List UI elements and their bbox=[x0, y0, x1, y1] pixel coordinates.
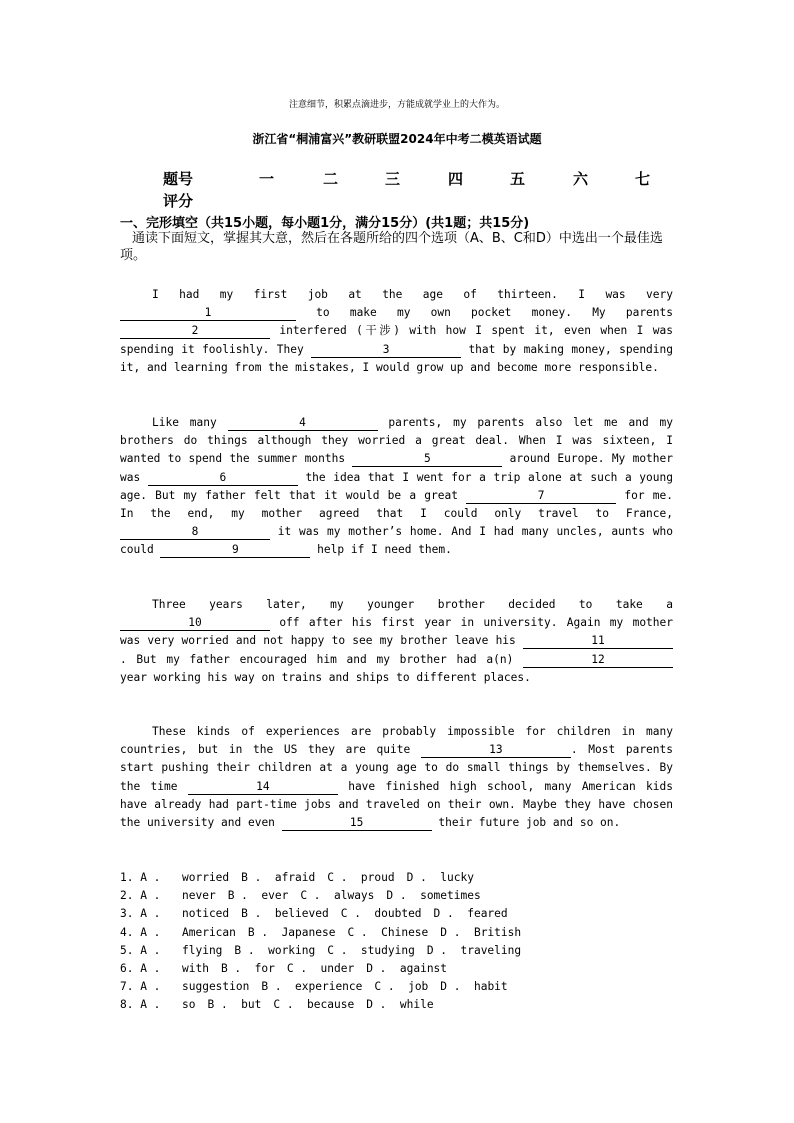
option-a[interactable]: flying bbox=[182, 943, 223, 957]
score-col-2: 二 bbox=[323, 170, 339, 188]
header-motto: 注意细节，积累点滴进步，方能成就学业上的大作为。 bbox=[288, 100, 505, 110]
question-row: 2. A . never B . ever C . always D . sometimes bbox=[120, 887, 533, 905]
blank-5[interactable]: 5 bbox=[352, 452, 502, 467]
blank-4[interactable]: 4 bbox=[228, 416, 378, 431]
option-a[interactable]: American bbox=[182, 925, 236, 939]
passage-paragraph-4: These kinds of experiences are probably impossible for children in many countries, but in the US they are quite 13 . Most parents start pushing their children at a young age to do small things by themselves. By the time 14 have finished high school, many American kids have already had part-time jobs and traveled on their own. Maybe they have chosen the university and even 15 their future job and so on. bbox=[120, 725, 673, 830]
option-c[interactable]: C . job bbox=[374, 980, 429, 994]
score-col-5: 五 bbox=[510, 170, 526, 188]
question-options-list bbox=[120, 869, 533, 1015]
score-row-label: 题号 bbox=[163, 170, 194, 188]
option-a[interactable]: noticed bbox=[182, 907, 230, 921]
section-heading: 一、完形填空（共15小题，每小题1分，满分15分）(共1题；共15分) bbox=[120, 216, 530, 231]
option-a[interactable]: so bbox=[182, 998, 196, 1012]
section-instruction: 通读下面短文，掌握其大意，然后在各题所给的四个选项（A、B、C和D）中选出一个最佳选项。 bbox=[120, 231, 663, 263]
blank-14[interactable]: 14 bbox=[188, 780, 338, 795]
question-row: 3. A . noticed B . believed C . doubted D . feared bbox=[120, 905, 533, 923]
option-b[interactable]: B . believed bbox=[241, 907, 329, 921]
option-a[interactable]: with bbox=[182, 962, 209, 976]
score-col-1: 一 bbox=[259, 170, 275, 188]
score-col-4: 四 bbox=[448, 170, 464, 188]
passage-paragraph-1: I had my first job at the age of thirteen. I was very 1 to make my own pocket money. My parents 2 interfered (干涉) with how I spent it, even when I was spending it foolishly. They 3 that by making money, spending it, and learning from the mistakes, I would grow up and become more responsible. bbox=[120, 288, 674, 374]
option-c[interactable]: C . Chinese bbox=[347, 925, 429, 939]
option-b[interactable]: B . but bbox=[207, 998, 262, 1012]
option-d[interactable]: D . sometimes bbox=[386, 889, 481, 903]
option-b[interactable]: B . afraid bbox=[241, 871, 316, 884]
blank-10[interactable]: 10 bbox=[120, 616, 270, 631]
blank-13[interactable]: 13 bbox=[421, 743, 571, 758]
option-d[interactable]: D . while bbox=[366, 998, 434, 1012]
option-d[interactable]: D . against bbox=[366, 962, 448, 976]
blank-3[interactable]: 3 bbox=[311, 343, 461, 358]
option-d[interactable]: D . lucky bbox=[406, 871, 474, 884]
question-row: 6. A . with B . for C . under D . against bbox=[120, 960, 533, 978]
passage-paragraph-2: Like many 4 parents, my parents also let me and my brothers do things although they worried a great deal. When I was sixteen, I wanted to spend the summer months 5 around Europe. My mother was 6 the idea that I went for a trip alone at such a young age. But my father felt that it would be a great 7 for me. In the end, my mother agreed that I could only travel to France, 8 it was my mother’s home. And I had many uncles, aunts who could 9 help if I need them. bbox=[120, 416, 673, 557]
option-a[interactable]: worried bbox=[182, 871, 230, 884]
option-b[interactable]: B . ever bbox=[227, 889, 289, 903]
blank-9[interactable]: 9 bbox=[160, 543, 310, 558]
blank-11[interactable]: 11 bbox=[523, 634, 673, 649]
option-d[interactable]: D . habit bbox=[440, 980, 508, 994]
score-col-6: 六 bbox=[573, 170, 589, 188]
option-c[interactable]: C . studying bbox=[327, 943, 415, 957]
option-c[interactable]: C . because bbox=[273, 998, 355, 1012]
score-col-3: 三 bbox=[385, 170, 401, 188]
score-label: 评分 bbox=[163, 192, 194, 210]
option-a[interactable]: suggestion bbox=[182, 980, 250, 994]
blank-7[interactable]: 7 bbox=[466, 489, 616, 504]
option-c[interactable]: C . always bbox=[300, 889, 375, 903]
option-d[interactable]: D . British bbox=[440, 925, 522, 939]
score-col-7: 七 bbox=[635, 170, 651, 188]
blank-2[interactable]: 2 bbox=[120, 324, 270, 339]
option-d[interactable]: D . traveling bbox=[426, 943, 522, 957]
page-title: 浙江省“桐浦富兴”教研联盟2024年中考二模英语试题 bbox=[252, 132, 542, 146]
blank-12[interactable]: 12 bbox=[523, 653, 673, 668]
question-row: 7. A . suggestion B . experience C . job D . habit bbox=[120, 978, 533, 996]
option-b[interactable]: B . Japanese bbox=[247, 925, 336, 939]
passage-paragraph-3: Three years later, my younger brother decided to take a 10 off after his first year in university. Again my mother was very worried and not happy to see my brother leave his 11. But my father encouraged him and my brother had a(n) 12 year working his way on trains and ships to different places. bbox=[120, 598, 673, 684]
option-b[interactable]: B . working bbox=[234, 943, 316, 957]
blank-15[interactable]: 15 bbox=[282, 816, 432, 831]
option-a[interactable]: never bbox=[182, 889, 216, 903]
blank-8[interactable]: 8 bbox=[120, 525, 270, 540]
option-b[interactable]: B . for bbox=[220, 962, 275, 976]
question-row: 4. A . American B . Japanese C . Chinese D . British bbox=[120, 924, 533, 942]
option-c[interactable]: C . doubted bbox=[340, 907, 422, 921]
blank-1[interactable]: 1 bbox=[120, 306, 296, 321]
question-row: 8. A . so B . but C . because D . while bbox=[120, 996, 533, 1014]
question-row: 1. A . worried B . afraid C . proud D . lucky bbox=[120, 869, 533, 887]
blank-6[interactable]: 6 bbox=[148, 471, 298, 486]
option-c[interactable]: C . proud bbox=[327, 871, 395, 884]
question-row: 5. A . flying B . working C . studying D . traveling bbox=[120, 942, 533, 960]
option-c[interactable]: C . under bbox=[286, 962, 355, 976]
option-d[interactable]: D . feared bbox=[433, 907, 508, 921]
option-b[interactable]: B . experience bbox=[261, 980, 363, 994]
